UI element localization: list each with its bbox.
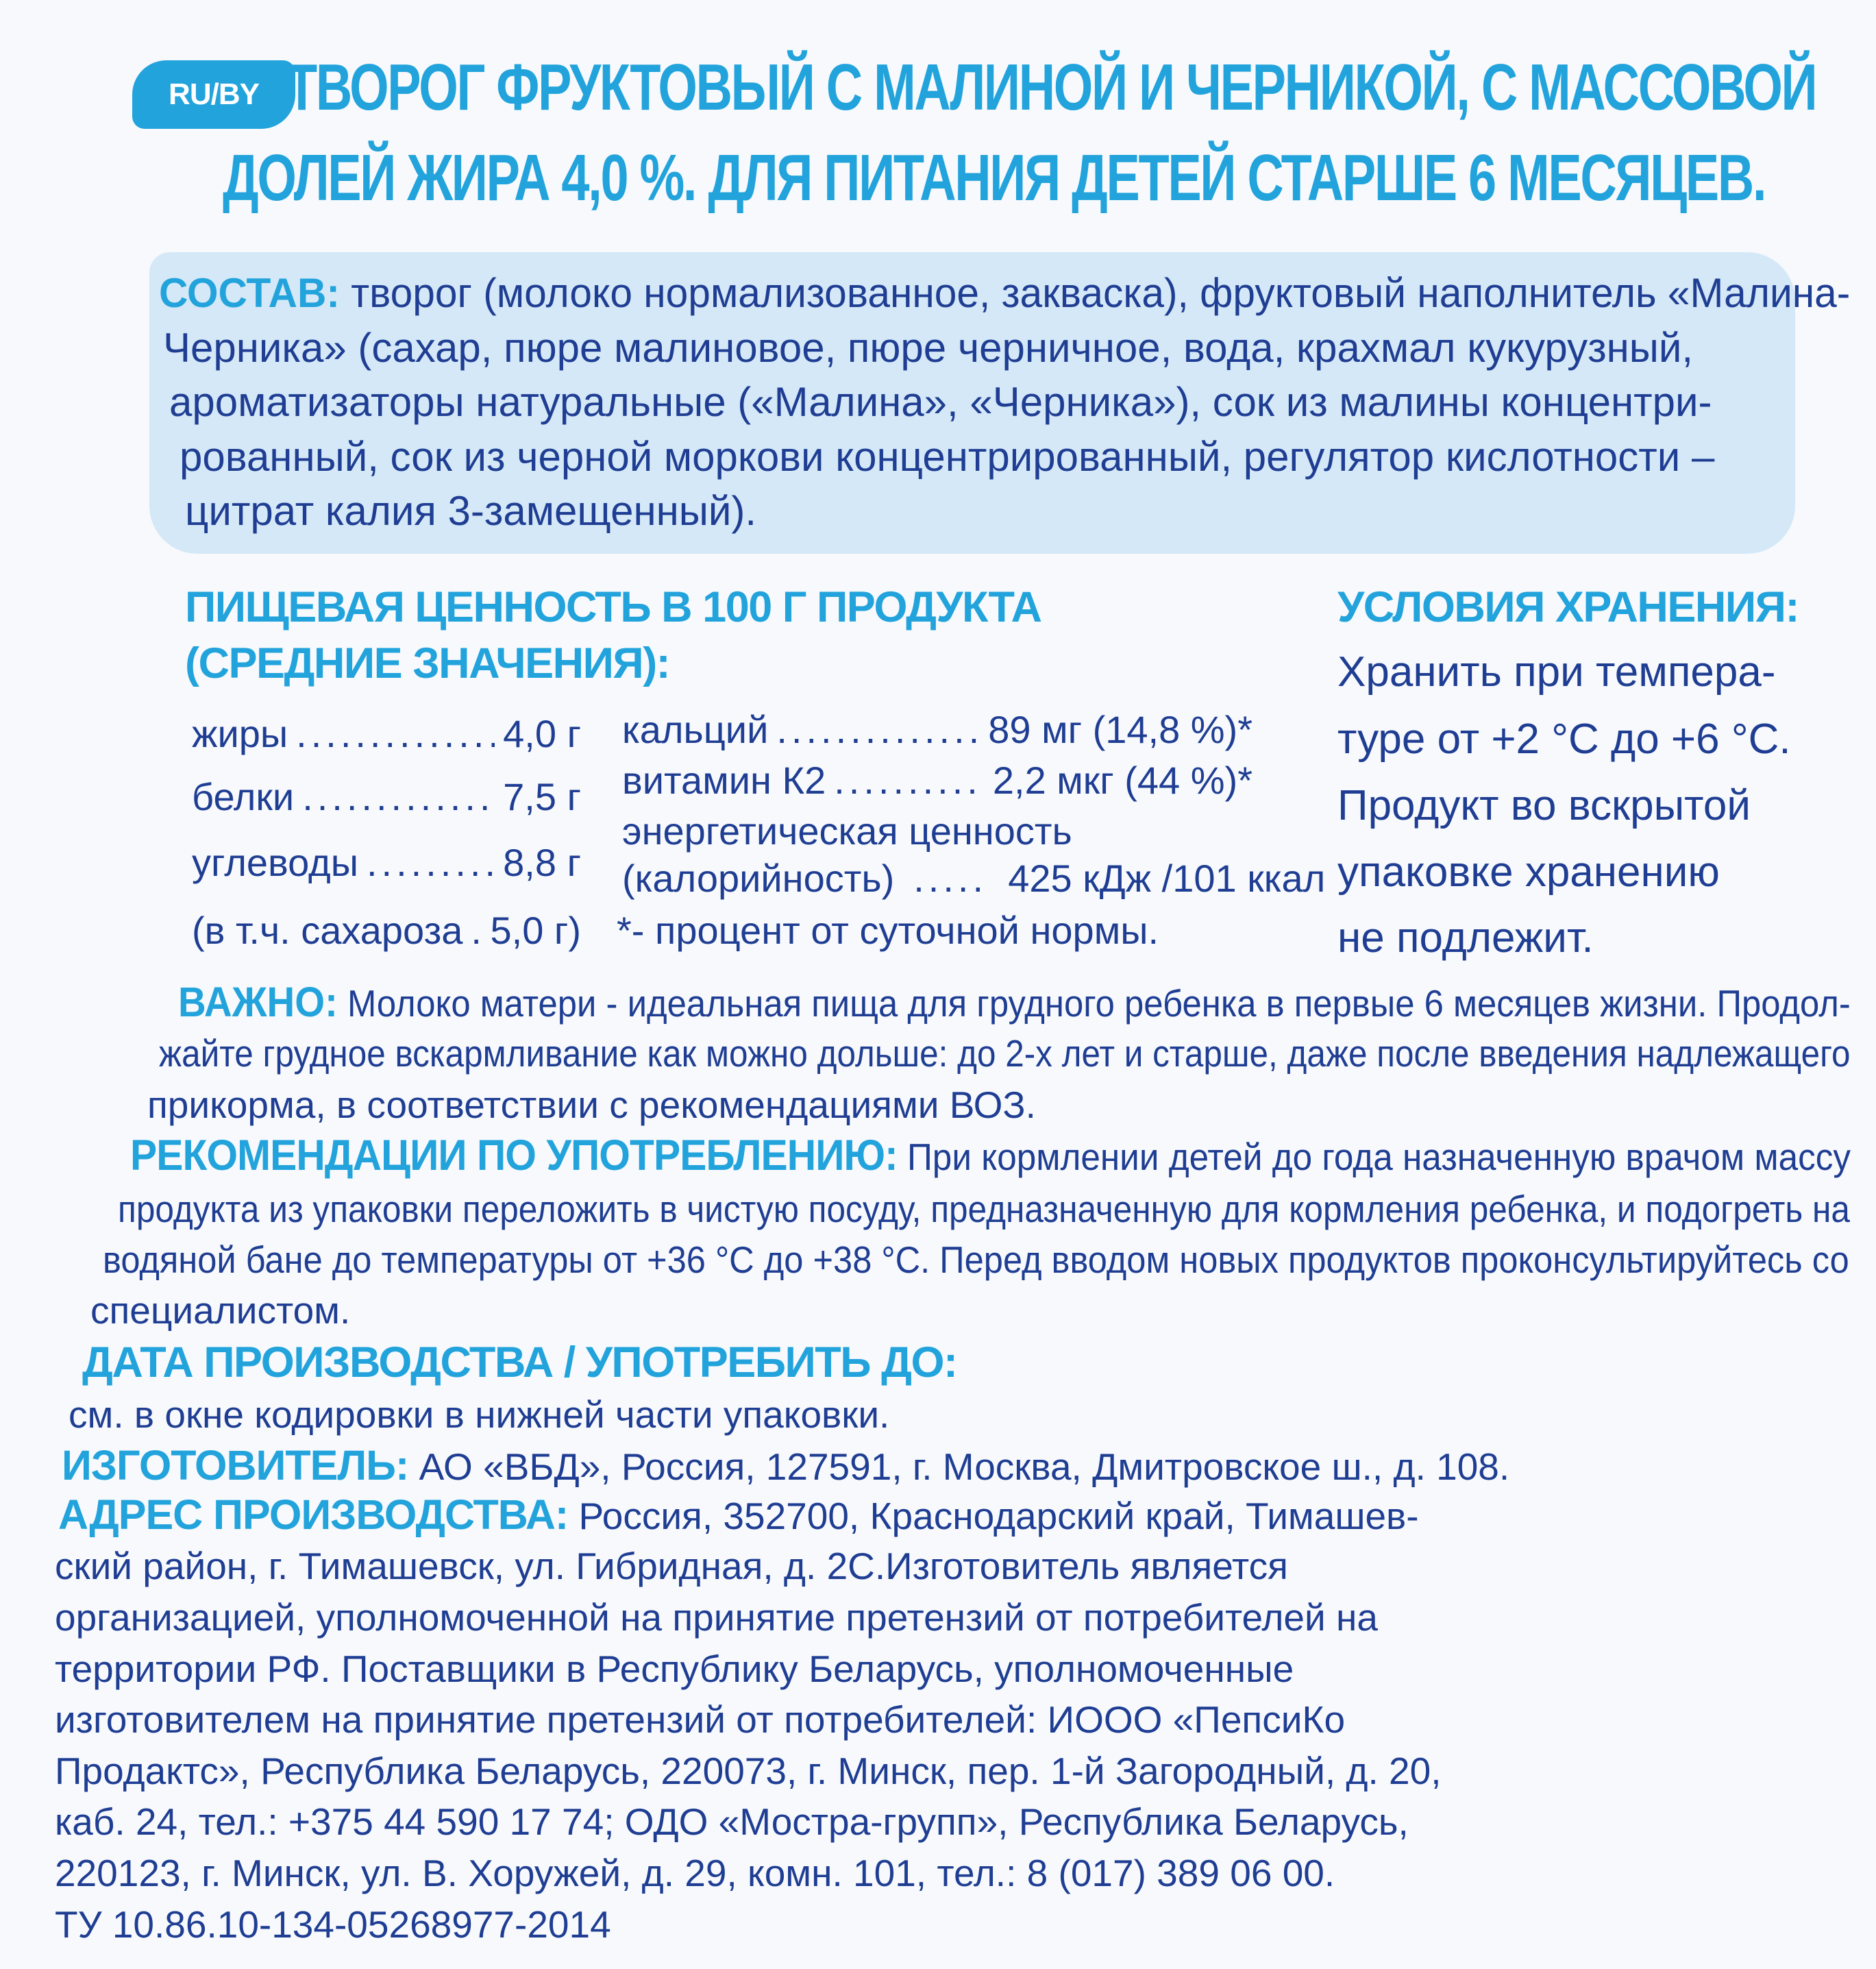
recommendations-text: При кормлении детей до года назначенную врачом массу	[906, 1136, 1851, 1178]
leader-dots	[913, 859, 989, 898]
address-line-1	[58, 1491, 1419, 1538]
nutrient-value: 89 мг (14,8 %)*	[988, 708, 1252, 751]
storage-line-5: не подлежит.	[1337, 914, 1594, 962]
address-line-3: организацией, уполномоченной на принятие претензий от потребителей на	[55, 1596, 1378, 1639]
leader-dots	[367, 844, 495, 882]
recommendations-line-4: специалистом.	[90, 1289, 351, 1332]
recommendations-line-1	[130, 1134, 1851, 1177]
manufacturer-text: АО «ВБД», Россия, 127591, г. Москва, Дмитровское ш., д. 108.	[419, 1445, 1510, 1488]
nutrient-value: 4,0 г	[503, 712, 581, 755]
composition-line-5: цитрат калия 3-замещенный).	[185, 488, 757, 534]
nutrient-name: (в т.ч. сахароза	[192, 909, 463, 952]
address-line-4: территории РФ. Поставщики в Республику Беларусь, уполномоченные	[55, 1648, 1294, 1690]
leader-dots	[296, 715, 495, 753]
storage-line-1: Хранить при темпера-	[1337, 648, 1776, 696]
title-line-2: ДОЛЕЙ ЖИРА 4,0 %. ДЛЯ ПИТАНИЯ ДЕТЕЙ СТАРШЕ 6 МЕСЯЦЕВ.	[223, 141, 1766, 215]
address-label: АДРЕС ПРОИЗВОДСТВА:	[58, 1491, 569, 1538]
dates-text: см. в окне кодировки в нижней части упаковки.	[69, 1393, 890, 1436]
region-badge: RU/BY	[132, 60, 295, 129]
nutrient-value: 2,2 мкг (44 %)*	[992, 759, 1252, 802]
recommendations-line-3: водяной бане до температуры от +36 °С до +38 °С. Перед вводом новых продуктов проконсультируйтесь со	[103, 1238, 1849, 1281]
nutrient-name: кальций	[622, 708, 769, 751]
manufacturer-label: ИЗГОТОВИТЕЛЬ:	[62, 1442, 409, 1489]
storage-heading: УСЛОВИЯ ХРАНЕНИЯ:	[1337, 583, 1799, 631]
leader-dots	[776, 711, 980, 749]
address-line-6: Продактс», Республика Беларусь, 220073, г. Минск, пер. 1-й Загородный, д. 20,	[55, 1750, 1442, 1792]
nutrition-row-sucrose	[192, 909, 581, 952]
nutrition-row-energy	[622, 857, 1326, 900]
address-line-5: изготовителем на принятие претензий от потребителей: ИООО «ПепсиКо	[55, 1698, 1346, 1741]
composition-label: СОСТАВ:	[159, 270, 340, 316]
address-text: Россия, 352700, Краснодарский край, Тимашев-	[578, 1495, 1419, 1537]
address-line-8: 220123, г. Минск, ул. В. Хоружей, д. 29, комн. 101, тел.: 8 (017) 389 06 00.	[55, 1852, 1335, 1894]
storage-line-3: Продукт во вскрытой	[1337, 782, 1751, 829]
nutrient-value: 425 кДж /101 ккал	[1008, 857, 1326, 900]
nutrient-name: жиры	[192, 712, 288, 755]
address-tu-line: ТУ 10.86.10-134-05268977-2014	[55, 1903, 611, 1946]
manufacturer-line	[62, 1442, 1510, 1489]
leader-dots	[471, 912, 482, 950]
storage-line-4: упаковке хранению	[1337, 848, 1720, 896]
nutrient-value: 8,8 г	[503, 841, 581, 884]
nutrition-row-calcium	[622, 708, 1252, 751]
dates-heading: ДАТА ПРОИЗВОДСТВА / УПОТРЕБИТЬ ДО:	[82, 1338, 957, 1386]
storage-line-2: туре от +2 °С до +6 °С.	[1337, 716, 1791, 763]
title-line-1: ТВОРОГ ФРУКТОВЫЙ С МАЛИНОЙ И ЧЕРНИКОЙ, С МАССОВОЙ	[286, 51, 1816, 124]
nutrient-value: 7,5 г	[503, 775, 581, 818]
leader-dots	[302, 778, 495, 816]
leader-dots	[834, 761, 985, 800]
nutrition-heading-2: (СРЕДНИЕ ЗНАЧЕНИЯ):	[185, 639, 670, 687]
nutrition-row-vitamin-k2	[622, 761, 1252, 800]
important-text: Молоко матери - идеальная пища для грудного ребенка в первые 6 месяцев жизни. Продол-	[347, 982, 1851, 1025]
nutrient-name: витамин К2	[622, 759, 826, 802]
important-label: ВАЖНО:	[178, 979, 338, 1025]
nutrition-heading-1: ПИЩЕВАЯ ЦЕННОСТЬ В 100 Г ПРОДУКТА	[185, 583, 1041, 631]
recommendations-label: РЕКОМЕНДАЦИИ ПО УПОТРЕБЛЕНИЮ:	[130, 1132, 898, 1179]
composition-line-2: Черника» (сахар, пюре малиновое, пюре черничное, вода, крахмал кукурузный,	[163, 325, 1694, 371]
address-line-2: ский район, г. Тимашевск, ул. Гибридная, д. 2С.Изготовитель является	[55, 1545, 1288, 1587]
nutrient-name: углеводы	[192, 841, 358, 884]
recommendations-line-2: продукта из упаковки переложить в чистую посуду, предназначенную для кормления ребенка, и подогреть на	[118, 1188, 1850, 1230]
composition-line-3: ароматизаторы натуральные («Малина», «Черника»), сок из малины концентри-	[169, 379, 1712, 425]
nutrition-footnote: *- процент от суточной нормы.	[617, 909, 1159, 952]
composition-line-4: рованный, сок из черной моркови концентрированный, регулятор кислотности –	[180, 434, 1715, 480]
nutrition-row-carbs	[192, 841, 581, 884]
nutrient-value: 5,0 г)	[490, 909, 581, 952]
nutrient-name: (калорийность)	[622, 857, 895, 900]
composition-text: творог (молоко нормализованное, закваска), фруктовый наполнитель «Малина-	[351, 270, 1851, 316]
address-line-7: каб. 24, тел.: +375 44 590 17 74; ОДО «Мостра-групп», Республика Беларусь,	[55, 1800, 1409, 1843]
important-line-2: жайте грудное вскармливание как можно дольше: до 2-х лет и старше, даже после введения надлежащего	[159, 1032, 1851, 1075]
important-line-1	[178, 981, 1851, 1023]
nutrition-row-protein	[192, 775, 581, 818]
nutrition-energy-label: энергетическая ценность	[622, 809, 1072, 853]
composition-line-1	[159, 270, 1851, 316]
important-line-3: прикорма, в соответствии с рекомендациями ВОЗ.	[147, 1084, 1036, 1126]
nutrition-row-fat	[192, 712, 581, 755]
nutrient-name: белки	[192, 775, 295, 818]
